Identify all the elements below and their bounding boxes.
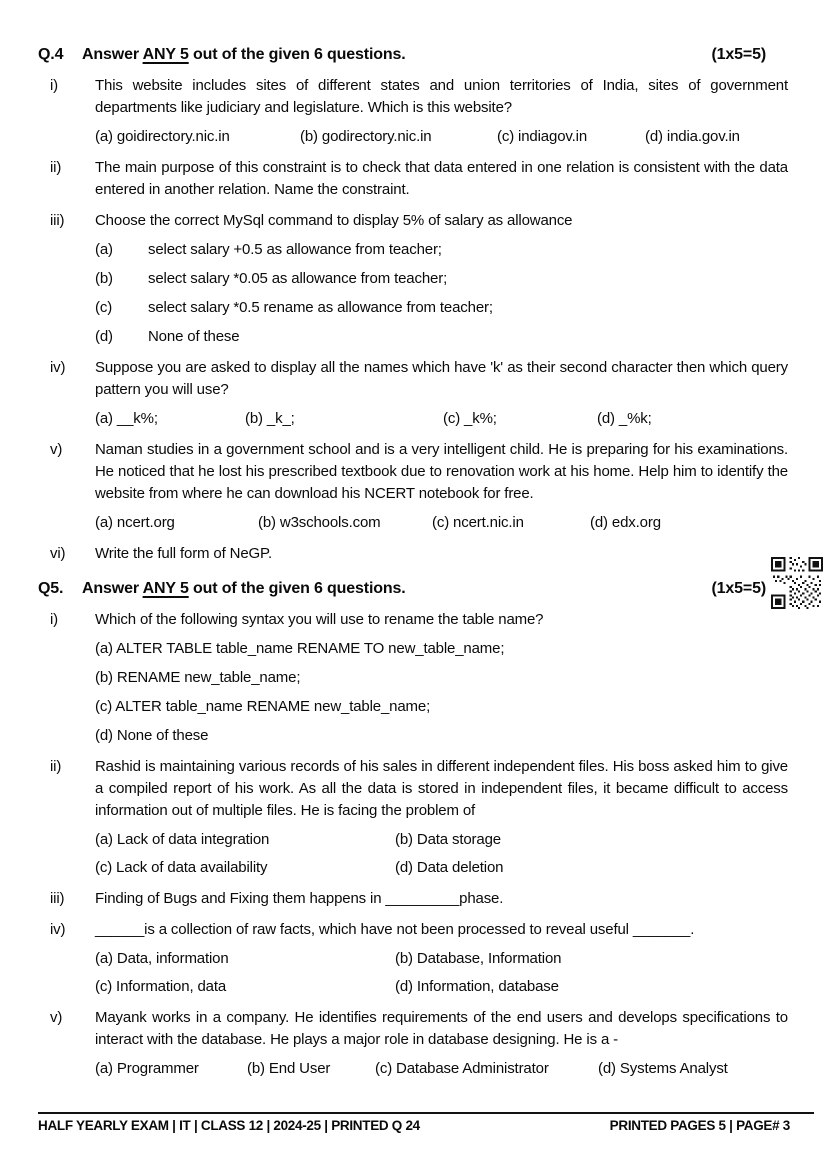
- section-q4: [38, 44, 788, 565]
- question-number: iii): [50, 890, 65, 907]
- question-item: [38, 75, 788, 148]
- q4-title-underlined: ANY 5: [142, 46, 189, 63]
- option-row: [95, 126, 788, 148]
- exam-page: [38, 44, 788, 1080]
- option-c: (c) Information, data: [95, 978, 227, 995]
- question-number: ii): [50, 758, 62, 775]
- option-b: (b) End User: [247, 1060, 331, 1077]
- option-row: [95, 408, 788, 430]
- option-c: (c) ncert.nic.in: [432, 514, 524, 531]
- option-d: (d) Data deletion: [395, 859, 504, 876]
- option-d: (d) None of these: [95, 727, 209, 744]
- question-text: Naman studies in a government school and is a very intelligent child. He is preparing for his examinations. He noticed that he lost his prescribed textbook due to renovation work at his home. Help him to identify the website from where he can download his NCERT notebook for free.: [95, 441, 788, 502]
- question-text: Rashid is maintaining various records of his sales in different independent files. His boss asked him to give a compiled report of his work. As all the data is stored in independent files, it became difficult to access information out of multiple files. He is facing the problem of: [95, 758, 788, 819]
- option-d-letter: (d): [95, 328, 113, 345]
- qr-code-icon: [771, 557, 823, 609]
- option-row: [95, 326, 788, 348]
- option-d: (d) Systems Analyst: [598, 1060, 728, 1077]
- option-row: [95, 268, 788, 290]
- option-b: (b) w3schools.com: [258, 514, 381, 531]
- option-d-text: None of these: [148, 328, 240, 345]
- option-b: (b) Data storage: [395, 831, 501, 848]
- question-item: [38, 756, 788, 879]
- option-c-letter: (c): [95, 299, 113, 316]
- q5-header: [38, 578, 788, 600]
- option-grid: [95, 829, 788, 879]
- option-a: (a) goidirectory.nic.in: [95, 128, 230, 145]
- question-text: The main purpose of this constraint is to check that data entered in one relation is consistent with the data entered in another relation. Name the constraint.: [95, 159, 788, 198]
- option-b: (b) Database, Information: [395, 950, 562, 967]
- option-row: [95, 512, 788, 534]
- option-a: (a) ALTER TABLE table_name RENAME TO new_table_name;: [95, 640, 505, 657]
- question-number: iv): [50, 921, 66, 938]
- page-footer: [38, 1112, 814, 1135]
- question-item: [38, 210, 788, 348]
- q4-title-prefix: Answer: [82, 46, 143, 63]
- question-number: iv): [50, 359, 66, 376]
- option-a: (a) Data, information: [95, 950, 229, 967]
- q5-title-suffix: out of the given 6 questions.: [188, 580, 406, 597]
- question-number: i): [50, 77, 59, 94]
- q5-marks: (1x5=5): [711, 580, 766, 597]
- option-c-text: select salary *0.5 rename as allowance from teacher;: [148, 299, 493, 316]
- section-q5: [38, 578, 788, 1080]
- option-c: (c) indiagov.in: [497, 128, 588, 145]
- option-a: (a) __k%;: [95, 410, 158, 427]
- question-number: vi): [50, 545, 66, 562]
- question-text: ______is a collection of raw facts, which have not been processed to reveal useful _______.: [95, 921, 695, 938]
- question-text: Mayank works in a company. He identifies requirements of the end users and develops specifications to interact with the database. He plays a major role in database designing. He is a -: [95, 1009, 788, 1048]
- q4-number: Q.4: [38, 46, 64, 63]
- option-b: (b) RENAME new_table_name;: [95, 669, 301, 686]
- question-number: v): [50, 441, 63, 458]
- option-row: [95, 1058, 788, 1080]
- q5-title-prefix: Answer: [82, 580, 143, 597]
- question-item: [38, 439, 788, 534]
- option-c: (c) ALTER table_name RENAME new_table_name;: [95, 698, 431, 715]
- option-b: (b) godirectory.nic.in: [300, 128, 432, 145]
- question-text: Which of the following syntax you will use to rename the table name?: [95, 611, 544, 628]
- question-text: Suppose you are asked to display all the names which have 'k' as their second character then which query pattern you will use?: [95, 359, 788, 398]
- option-a: (a) Programmer: [95, 1060, 199, 1077]
- option-d: (d) Information, database: [395, 978, 559, 995]
- question-number: v): [50, 1009, 63, 1026]
- option-a-letter: (a): [95, 241, 113, 258]
- option-b-letter: (b): [95, 270, 113, 287]
- option-a-text: select salary +0.5 as allowance from teacher;: [148, 241, 442, 258]
- option-d: (d) edx.org: [590, 514, 661, 531]
- option-c: (c) _k%;: [443, 410, 497, 427]
- question-item: [38, 1007, 788, 1080]
- option-grid: [95, 948, 788, 998]
- q4-marks: (1x5=5): [711, 46, 766, 63]
- q5-title: [82, 578, 406, 600]
- option-b-text: select salary *0.05 as allowance from teacher;: [148, 270, 448, 287]
- q4-title-suffix: out of the given 6 questions.: [188, 46, 406, 63]
- option-row: [95, 239, 788, 261]
- question-text: Finding of Bugs and Fixing them happens in _________phase.: [95, 890, 504, 907]
- question-item: [38, 609, 788, 747]
- question-text: Write the full form of NeGP.: [95, 545, 272, 562]
- question-number: i): [50, 611, 59, 628]
- question-item: [38, 543, 788, 565]
- question-item: [38, 157, 788, 201]
- footer-right: PRINTED PAGES 5 | PAGE# 3: [609, 1118, 790, 1133]
- footer-left: HALF YEARLY EXAM | IT | CLASS 12 | 2024-25 | PRINTED Q 24: [38, 1118, 420, 1133]
- option-b: (b) _k_;: [245, 410, 295, 427]
- q5-number: Q5.: [38, 580, 64, 597]
- question-text: This website includes sites of different states and union territories of India, sites of government departments like judiciary and legislature. Which is this website?: [95, 77, 788, 116]
- question-number: ii): [50, 159, 62, 176]
- question-item: [38, 888, 788, 910]
- option-c: (c) Lack of data availability: [95, 859, 268, 876]
- question-number: iii): [50, 212, 65, 229]
- q4-title: [82, 44, 406, 66]
- option-d: (d) india.gov.in: [645, 128, 740, 145]
- option-a: (a) Lack of data integration: [95, 831, 270, 848]
- question-item: [38, 357, 788, 430]
- option-a: (a) ncert.org: [95, 514, 175, 531]
- question-item: [38, 919, 788, 998]
- option-d: (d) _%k;: [597, 410, 652, 427]
- question-text: Choose the correct MySql command to display 5% of salary as allowance: [95, 212, 573, 229]
- option-c: (c) Database Administrator: [375, 1060, 549, 1077]
- option-row: [95, 297, 788, 319]
- q4-header: [38, 44, 788, 66]
- q5-title-underlined: ANY 5: [142, 580, 189, 597]
